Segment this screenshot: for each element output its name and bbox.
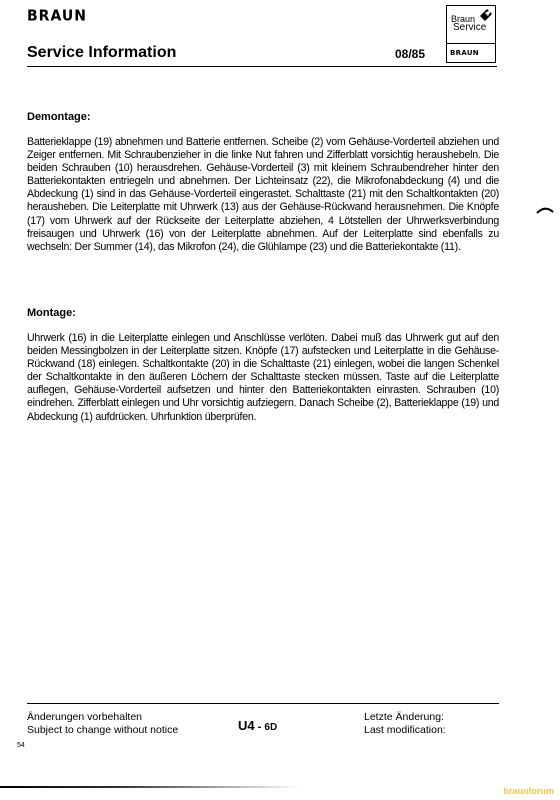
section-body-demontage: Batterieklappe (19) abnehmen und Batterie entfernen. Scheibe (2) vom Gehäuse-Vorderteil abziehen und Zeiger entfernen. Mit Schraubenzieher in die linke Nut fahren und Zifferblatt vorsichtig heraushebeln. Die beiden Schrauben (10) herausdrehen. Gehäuse-Vorderteil (3) mit kleinem Schraubendreher hinter den Batteriekontakten entriegeln und abnehmen. Der Lichteinsatz (22), die Mikrofonabdeckung (4) und die Abdeckung (1) sind in das Gehäuse-Vorderteil eingerastet. Schalttaste (21) mit den Schaltkontakten (20) herausheben. Die Leiterplatte mit Uhrwerk (13) aus der Gehäuse-Rückwand herausnehmen. Die Knöpfe (17) vom Uhrwerk auf der Rückseite der Leiterplatte abziehen, 4 Lötstellen der Uhrwerksverbindung freisaugen und Uhrwerk (16) von der Leiterplatte abnehmen. Auf der Leiterplatte sind ebenfalls zu wechseln: Der Summer (14), das Mikrofon (24), die Glühlampe (23) und die Batteriekontakte (11). xyxy=(27,136,499,253)
footer-last-change-de: Letzte Änderung: xyxy=(364,711,444,723)
diagonal-arrow-icon xyxy=(479,8,493,22)
scan-edge-stroke xyxy=(0,786,300,788)
service-box-logo: BRAUN xyxy=(450,49,479,57)
footer-divider xyxy=(27,703,499,704)
service-box-divider xyxy=(447,43,495,44)
braun-service-box xyxy=(446,5,496,63)
issue-date: 08/85 xyxy=(395,47,426,61)
footer-last-change-en: Last modification: xyxy=(364,724,446,736)
footer-change-notice-en: Subject to change without notice xyxy=(27,724,179,736)
document-code xyxy=(238,718,277,733)
document-code-sub: 6D xyxy=(264,722,278,733)
page-number: 54 xyxy=(17,742,25,749)
footer-change-notice-de: Änderungen vorbehalten xyxy=(27,711,143,723)
document-code-main: U4 xyxy=(238,718,255,733)
margin-mark-icon xyxy=(536,206,554,214)
service-box-line2: Service xyxy=(453,22,487,33)
document-code-separator: - xyxy=(254,721,265,733)
page-title: Service Information xyxy=(27,44,177,61)
section-heading-montage: Montage: xyxy=(27,307,76,319)
brand-logo: BRAUN xyxy=(27,7,87,25)
service-box-line1: Braun xyxy=(451,14,476,24)
section-body-montage: Uhrwerk (16) in die Leiterplatte einlegen und Anschlüsse verlöten. Dabei muß das Uhrwerk gut auf den beiden Messingbolzen in der Leiterplatte sitzen. Knöpfe (17) aufstecken und Leiterplatte in die Gehäuse-Rückwand (18) einlegen. Schaltkontakte (20) in die Schalttaste (21) einlegen, wobei die langen Schenkel der Schaltkontakte in den äußeren Löchern der Schalttaste stecken müssen. Taste auf die Leiterplatte auflegen, Gehäuse-Vorderteil aufsetzen und hinter den Batteriekontakten einrasten. Schrauben (10) eindrehen. Zifferblatt einlegen und Uhr vorsichtig aufziegern. Danach Scheibe (2), Batterieklappe (19) und Abdeckung (1) aufdrücken. Uhrfunktion überprüfen. xyxy=(27,332,499,423)
watermark: braunforum xyxy=(503,786,554,796)
header-divider xyxy=(27,66,497,67)
section-heading-demontage: Demontage: xyxy=(27,111,91,123)
